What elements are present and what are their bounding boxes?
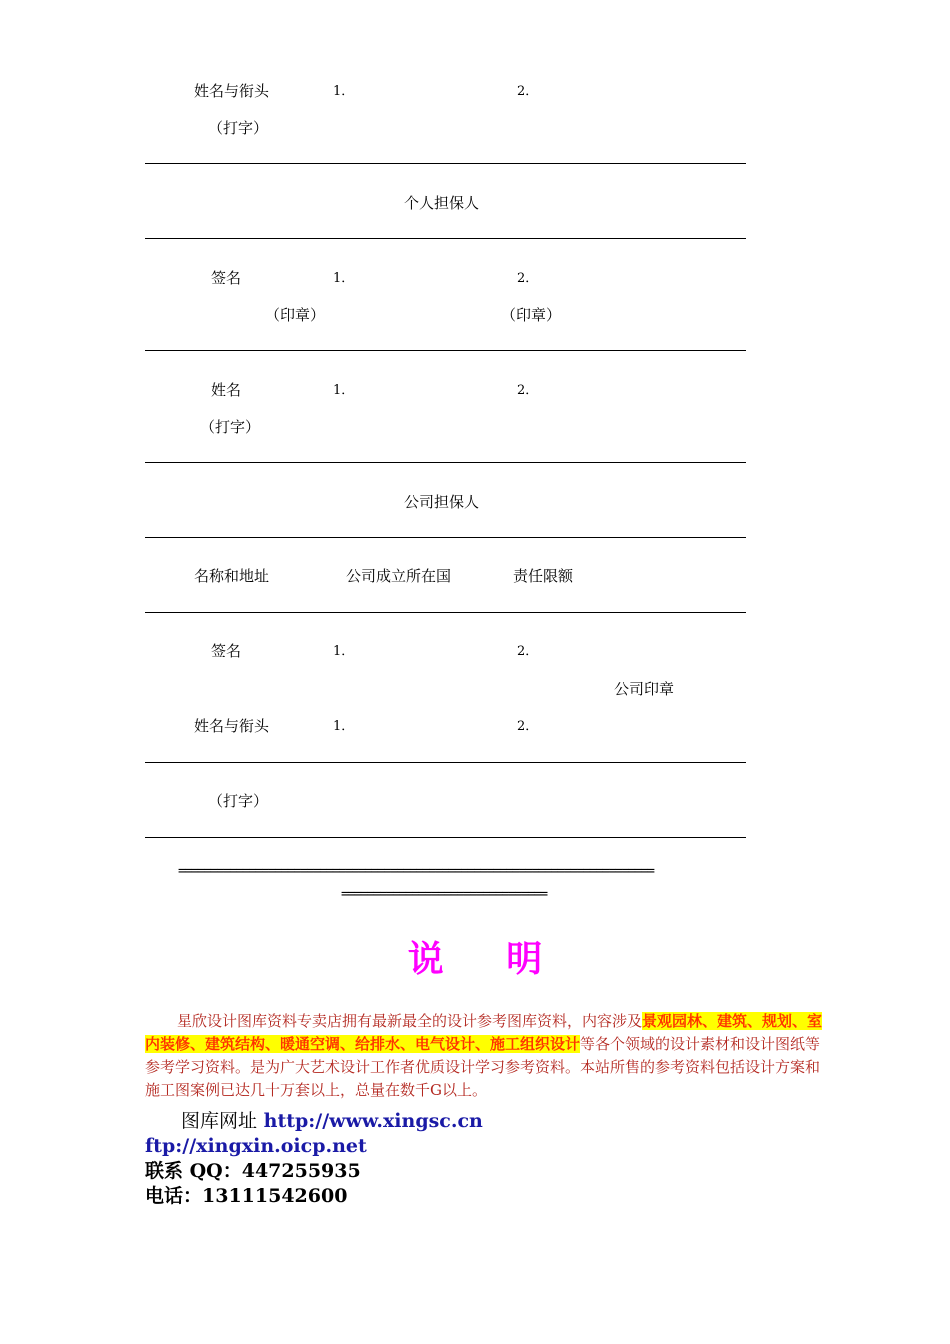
divider-line <box>145 350 746 351</box>
divider-line <box>145 762 746 763</box>
site-label: 图库网址 <box>181 1110 258 1132</box>
company-liability-label: 责任限额 <box>513 567 574 585</box>
personal-sign-2-number: 2． <box>517 271 539 286</box>
qq-number: 447255935 <box>241 1160 361 1182</box>
divider-line <box>145 837 746 838</box>
notice-title <box>0 938 950 982</box>
personal-name-1-number: 1． <box>333 383 355 398</box>
divider-line <box>145 163 746 164</box>
notice-title-char-1: 说 <box>407 939 444 980</box>
personal-typed-label: （打字） <box>200 418 261 436</box>
qq-line <box>145 1159 361 1183</box>
ftp-url-link[interactable]: ftp://xingxin.oicp.net <box>145 1135 367 1157</box>
phone-line <box>145 1184 347 1208</box>
notice-title-char-2: 明 <box>506 939 543 980</box>
phone-label: 电话： <box>145 1185 203 1207</box>
company-name-2-number: 2． <box>517 719 539 734</box>
separator-line-2: ================================ <box>341 887 547 902</box>
personal-seal-1-label: （印章） <box>265 306 326 324</box>
notice-text-end: 等各个领域的设计素材和设计图纸等参考学习资料。是为广大艺术设计工作者优质设计学习参考资料。本站所售的参考资料包括设计方案和施工图案例已达几十万套以上，总量在数千G以上。 <box>145 1035 821 1099</box>
phone-number: 13111542600 <box>202 1185 348 1207</box>
company-sign-2-number: 2． <box>517 644 539 659</box>
divider-line <box>145 238 746 239</box>
notice-paragraph <box>145 1010 825 1102</box>
typed-label: （打字） <box>208 119 269 137</box>
company-name-title-label: 姓名与衔头 <box>194 717 270 735</box>
signatory-2-number: 2． <box>517 84 539 99</box>
company-sign-label: 签名 <box>211 642 242 660</box>
notice-text-start: 星欣设计图库资料专卖店拥有最新最全的设计参考图库资料，内容涉及 <box>177 1012 643 1030</box>
divider-line <box>145 612 746 613</box>
company-typed-label: （打字） <box>208 792 269 810</box>
personal-name-2-number: 2． <box>517 383 539 398</box>
signatory-1-number: 1． <box>333 84 355 99</box>
personal-name-label: 姓名 <box>211 381 242 399</box>
name-title-label: 姓名与衔头 <box>194 82 270 100</box>
personal-sign-1-number: 1． <box>333 271 355 286</box>
notice-highlight: 景观园林、建筑、规划、室内装修、建筑结构、暖通空调、给排水、电气设计、施工组织设计 <box>145 1012 823 1053</box>
personal-seal-2-label: （印章） <box>501 306 562 324</box>
personal-sign-label: 签名 <box>211 269 242 287</box>
company-sign-1-number: 1． <box>333 644 355 659</box>
company-name-address-label: 名称和地址 <box>194 567 270 585</box>
site-line <box>181 1109 483 1133</box>
site-url-link[interactable]: http://www.xingsc.cn <box>263 1110 483 1132</box>
separator-line-1: ========================================================================== <box>178 864 654 879</box>
company-country-label: 公司成立所在国 <box>346 567 452 585</box>
personal-guarantor-heading: 个人担保人 <box>404 194 480 212</box>
divider-line <box>145 537 746 538</box>
divider-line <box>145 462 746 463</box>
company-seal-label: 公司印章 <box>614 680 675 698</box>
qq-label: 联系 QQ： <box>145 1160 242 1182</box>
company-guarantor-heading: 公司担保人 <box>404 493 480 511</box>
company-name-1-number: 1． <box>333 719 355 734</box>
